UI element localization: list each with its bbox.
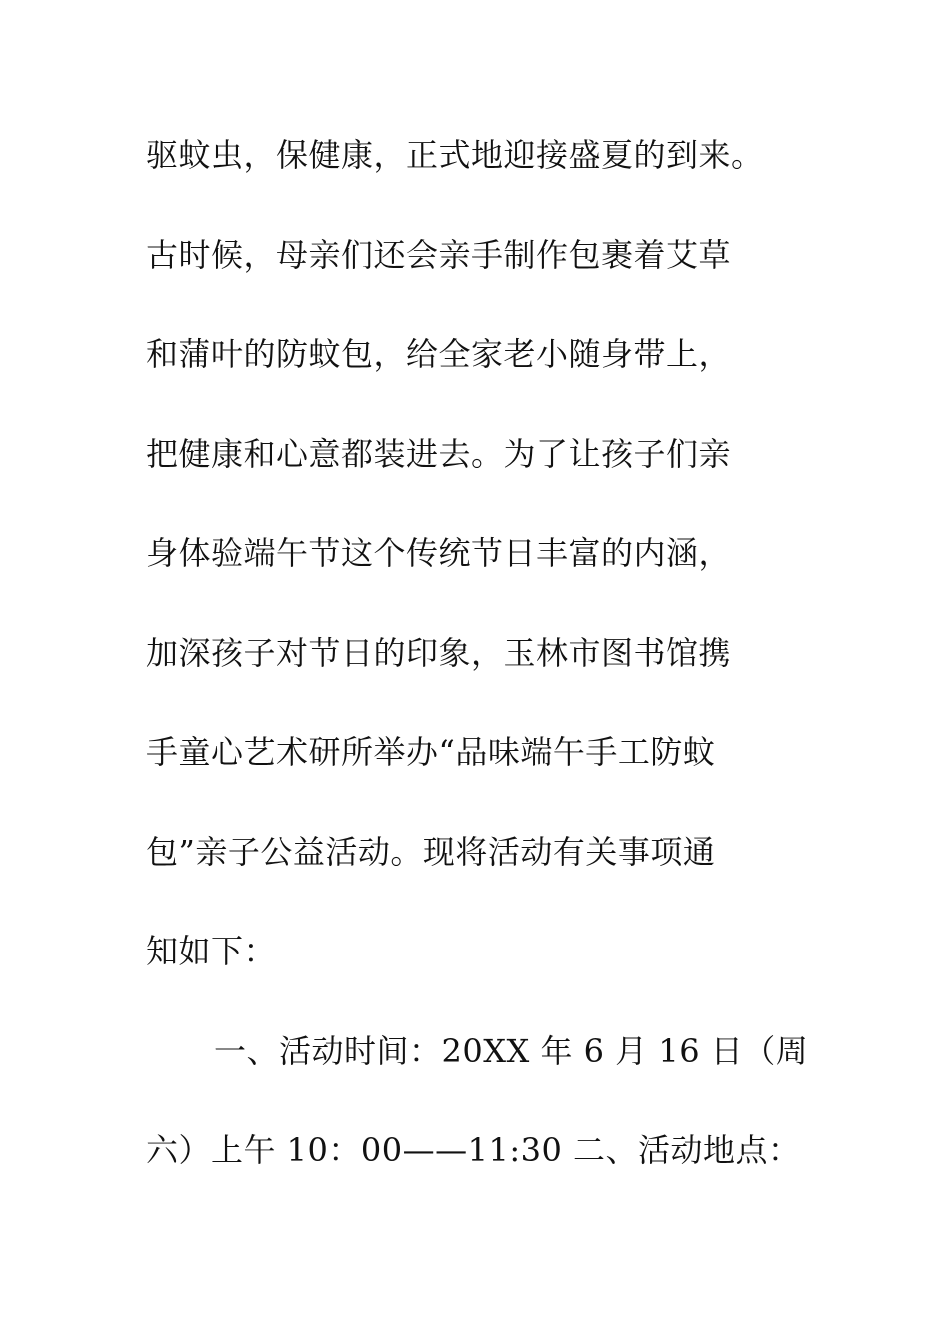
text-line: 古时候，母亲们还会亲手制作包裹着艾草: [146, 235, 732, 274]
text-line: 把健康和心意都装进去。为了让孩子们亲: [146, 434, 732, 473]
text-line: 包”亲子公益活动。现将活动有关事项通: [146, 832, 716, 871]
text-line: 手童心艺术研所举办“品味端午手工防蚊: [146, 733, 716, 771]
text-line: 身体验端午节这个传统节日丰富的内涵，: [146, 534, 732, 572]
section-heading-time: 一、活动时间：20XX 年 6 月 16 日（周: [214, 1031, 809, 1070]
body-text: [146, 127, 809, 1222]
text-line: 和蒲叶的防蚊包，给全家老小随身带上，: [146, 335, 732, 373]
text-line: 知如下：: [146, 932, 277, 970]
text-line: 加深孩子对节日的印象，玉林市图书馆携: [146, 633, 732, 672]
text-line: 驱蚊虫，保健康，正式地迎接盛夏的到来。: [146, 136, 764, 174]
text-line: 六）上午 10：00——11:30 二、活动地点：: [146, 1131, 801, 1169]
